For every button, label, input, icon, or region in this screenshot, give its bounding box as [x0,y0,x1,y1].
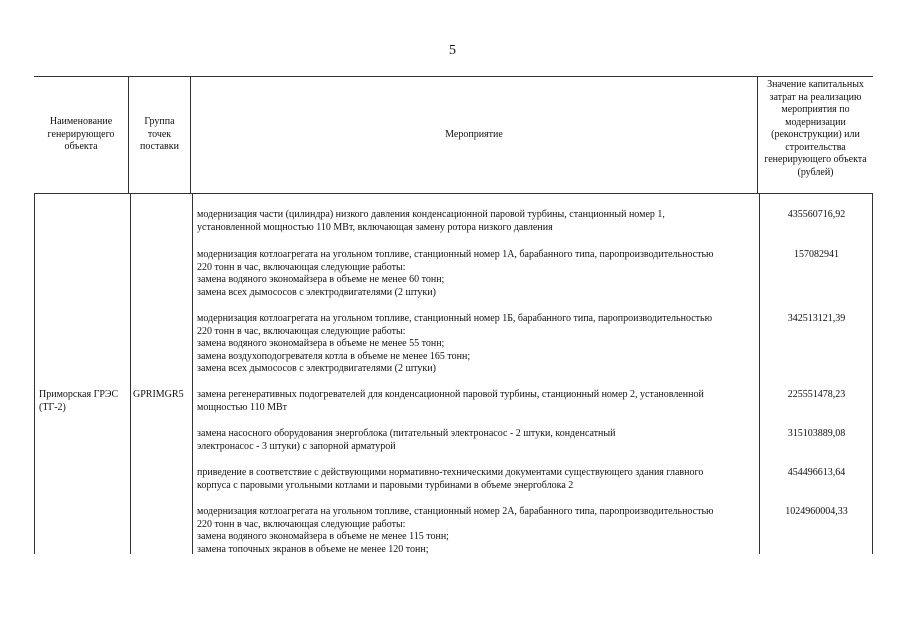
measure-text: замена насосного оборудования энергоблока (питательный электронасос - 2 штуки, конденсатный электронасос - 3 штуки) с запорной арматурой [197,428,616,452]
table-header [34,76,873,194]
capital-costs-table [34,76,873,554]
header-plant-name: Наименование генерирующего объекта [34,77,129,193]
cost-value: 454496613,64 [787,467,846,478]
table-body [34,194,873,554]
measure-text: замена регенеративных подогревателей для конденсационной паровой турбины, станционный номер 2, установленной мощностью 110 МВт [197,389,704,413]
measure-text: модернизация котлоагрегата на угольном топливе, станционный номер 2А, барабанного типа, паропроизводительностью 220 тонн в час, включающая следующие работы: замена водяного экономайзера в объеме не менее 115 тонн; замена топочных экранов в объеме не менее 120 тонн; [197,506,714,555]
page-number: 5 [449,43,456,58]
header-capital-cost: Значение капитальных затрат на реализацию мероприятия по модернизации (реконструкции) или строительства генерирующего объекта (рублей) [764,79,867,178]
cost-value: 225551478,23 [787,389,846,400]
column-divider [130,194,131,554]
header-supply-group: Группа точек поставки [129,77,191,193]
measure-text: приведение в соответствие с действующими нормативно-техническими документами существующего здания главного корпуса с паровыми угольными котлами и паровыми турбинами в объеме энергоблока 2 [197,467,704,491]
plant-name: Приморская ГРЭС (ТГ-2) [39,389,119,413]
measure-text: модернизация части (цилиндра) низкого давления конденсационной паровой турбины, станционный номер 1, установленной мощностью 110 МВт, включающая замену ротора низкого давления [197,209,665,233]
cost-value: 157082941 [794,249,839,260]
supply-group: GPRIMGR5 [133,389,184,400]
column-divider [192,194,193,554]
cost-value: 1024960004,33 [785,506,848,517]
header-measure: Мероприятие [191,77,758,193]
measure-text: модернизация котлоагрегата на угольном топливе, станционный номер 1А, барабанного типа, паропроизводительностью 220 тонн в час, включающая следующие работы: замена водяного экономайзера в объеме не менее 60 тонн; замена всех дымососов с электродвигателями (2 штуки) [197,249,714,298]
cost-value: 342513121,39 [787,313,846,324]
cost-value: 435560716,92 [787,209,846,220]
measure-text: модернизация котлоагрегата на угольном топливе, станционный номер 1Б, барабанного типа, паропроизводительностью 220 тонн в час, включающая следующие работы: замена водяного экономайзера в объеме не менее 55 тонн; замена воздухоподогревателя котла в объеме не менее 165 тонн; замена всех дымососов с электродвигателями (2 штуки) [197,313,713,374]
cost-value: 315103889,08 [787,428,846,439]
